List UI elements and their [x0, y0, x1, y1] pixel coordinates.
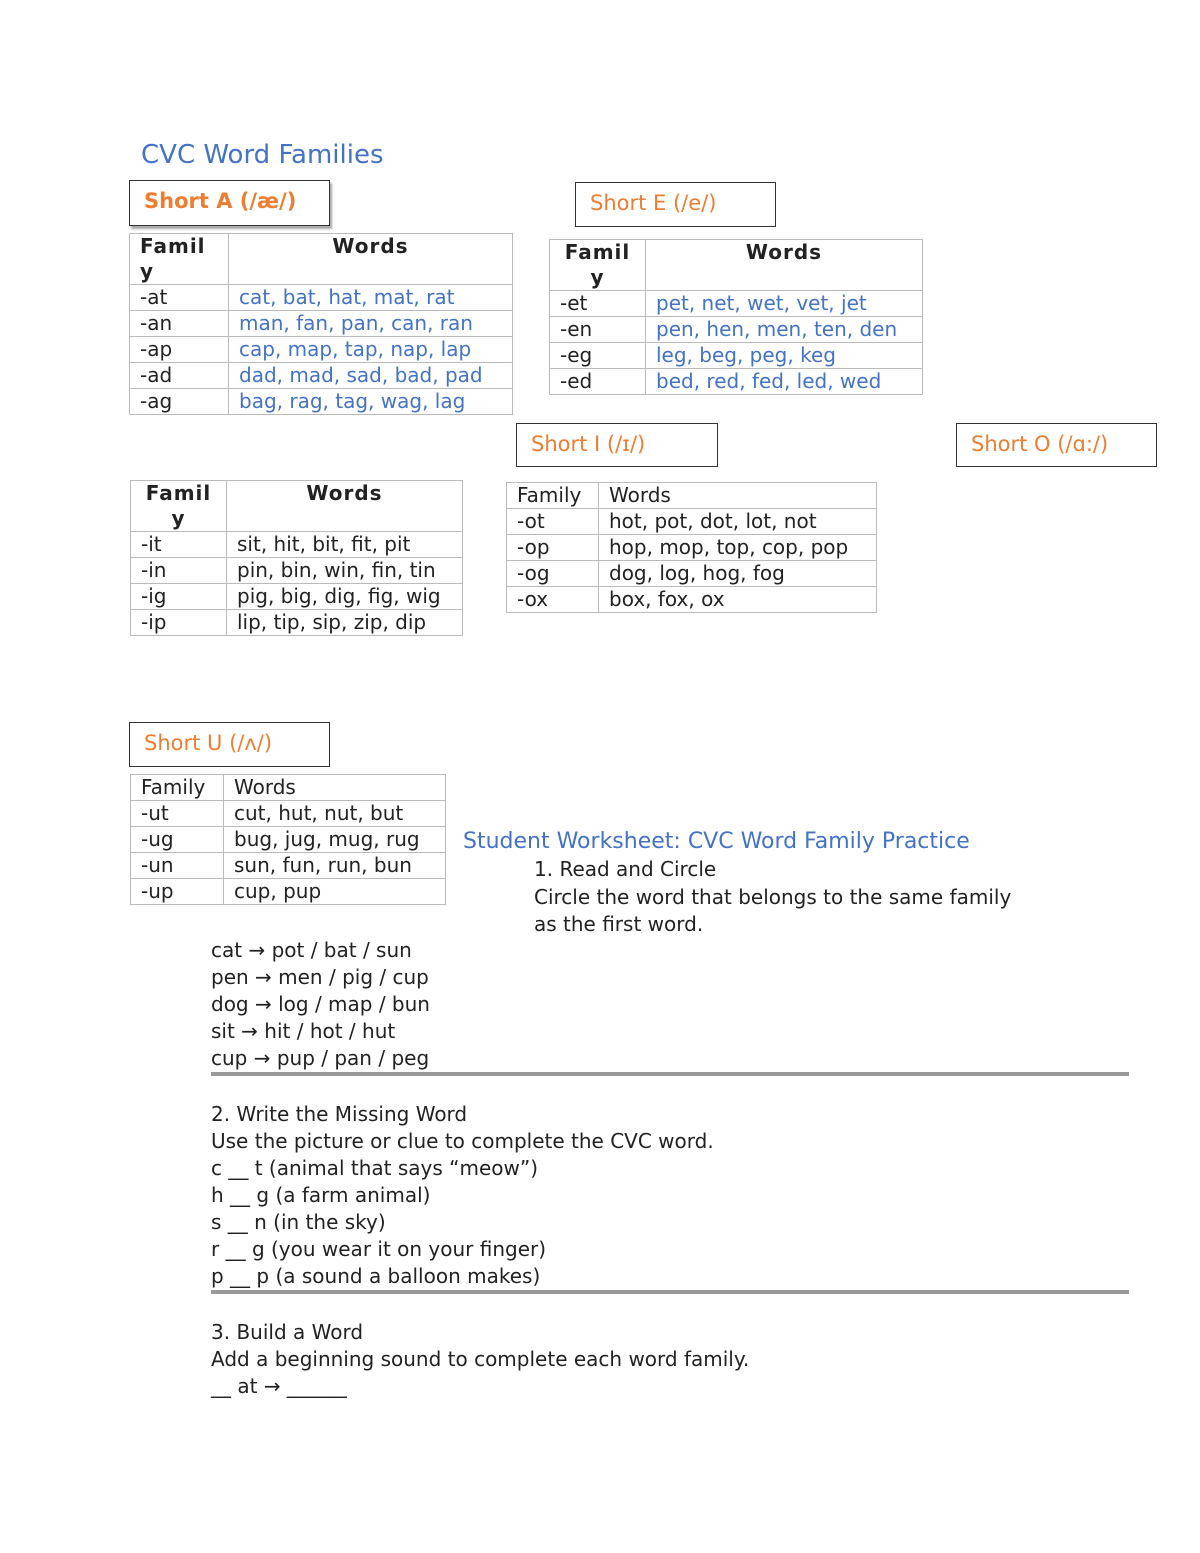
section-2 [211, 1101, 714, 1290]
words-cell: cat, bat, hat, mat, rat [229, 285, 513, 311]
list-item: r __ g (you wear it on your finger) [211, 1237, 547, 1261]
list-item: dog → log / map / bun [211, 992, 430, 1016]
table-row [131, 558, 463, 584]
table-body [550, 291, 923, 395]
table-row [550, 343, 923, 369]
page-title: CVC Word Families [141, 140, 384, 170]
family-cell: -eg [550, 343, 646, 369]
col-family-header: Famil y [130, 234, 229, 285]
section-3-instructions: Add a beginning sound to complete each word family. [211, 1347, 750, 1371]
list-item: cat → pot / bat / sun [211, 938, 412, 962]
list-item: cup → pup / pan / peg [211, 1046, 430, 1070]
table-row [131, 532, 463, 558]
family-cell: -ox [507, 587, 599, 613]
family-cell: -og [507, 561, 599, 587]
table-row [130, 337, 513, 363]
family-cell: -ad [130, 363, 229, 389]
words-cell: bug, jug, mug, rug [224, 827, 446, 853]
col-words-header: Words [599, 483, 877, 509]
words-cell: sit, hit, bit, fit, pit [227, 532, 463, 558]
col-family-header: Family [131, 775, 224, 801]
family-cell: -ag [130, 389, 229, 415]
words-cell: lip, tip, sip, zip, dip [227, 610, 463, 636]
family-cell: -ig [131, 584, 227, 610]
table-row [507, 587, 877, 613]
words-cell: box, fox, ox [599, 587, 877, 613]
family-cell: -ap [130, 337, 229, 363]
table-body [130, 285, 513, 415]
words-cell: sun, fun, run, bun [224, 853, 446, 879]
table-row [507, 561, 877, 587]
heading-short-u: Short U (/ʌ/) [129, 722, 330, 767]
words-cell: pen, hen, men, ten, den [646, 317, 923, 343]
list-item: c __ t (animal that says “meow”) [211, 1156, 539, 1180]
table-row [550, 291, 923, 317]
table-body [131, 801, 446, 905]
table-row [131, 610, 463, 636]
family-cell: -up [131, 879, 224, 905]
heading-short-a: Short A (/æ/) [129, 180, 330, 226]
list-item: sit → hit / hot / hut [211, 1019, 396, 1043]
family-cell: -an [130, 311, 229, 337]
col-family-header: Family [507, 483, 599, 509]
family-cell: -ot [507, 509, 599, 535]
col-words-header: Words [229, 234, 513, 285]
family-cell: -ug [131, 827, 224, 853]
col-family-header: Famil y [131, 481, 227, 532]
family-cell: -in [131, 558, 227, 584]
table-row [130, 285, 513, 311]
section-3 [211, 1319, 749, 1400]
section-1-instructions-cont: as the first word. [534, 912, 704, 936]
table-short-e [549, 239, 923, 395]
table-row [550, 369, 923, 395]
heading-short-i: Short I (/ɪ/) [516, 423, 718, 467]
list-item: h __ g (a farm animal) [211, 1183, 431, 1207]
table-row [131, 584, 463, 610]
col-words-header: Words [646, 240, 923, 291]
words-cell: pig, big, dig, fig, wig [227, 584, 463, 610]
list-item: __ at → ______ [211, 1374, 347, 1398]
family-cell: -un [131, 853, 224, 879]
worksheet-title: Student Worksheet: CVC Word Family Practice [463, 829, 970, 854]
table-row [507, 535, 877, 561]
family-cell: -ip [131, 610, 227, 636]
section-2-instructions: Use the picture or clue to complete the CVC word. [211, 1129, 714, 1153]
words-cell: bed, red, fed, led, wed [646, 369, 923, 395]
list-item: p __ p (a sound a balloon makes) [211, 1264, 541, 1288]
words-cell: leg, beg, peg, keg [646, 343, 923, 369]
col-words-header: Words [227, 481, 463, 532]
list-item: s __ n (in the sky) [211, 1210, 386, 1234]
table-short-a [129, 233, 513, 415]
section-1-items [211, 937, 430, 1072]
table-row [507, 509, 877, 535]
family-cell: -ut [131, 801, 224, 827]
family-cell: -op [507, 535, 599, 561]
list-item: pen → men / pig / cup [211, 965, 429, 989]
table-row [131, 879, 446, 905]
col-words-header: Words [224, 775, 446, 801]
table-row [131, 827, 446, 853]
words-cell: cap, map, tap, nap, lap [229, 337, 513, 363]
col-family-header: Famil y [550, 240, 646, 291]
family-cell: -ed [550, 369, 646, 395]
table-short-u [130, 774, 446, 905]
divider [211, 1290, 1129, 1294]
section-3-heading: 3. Build a Word [211, 1320, 364, 1344]
table-row [550, 317, 923, 343]
section-1-instructions: Circle the word that belongs to the same family [534, 885, 1012, 909]
words-cell: cup, pup [224, 879, 446, 905]
table-body [507, 509, 877, 613]
section-1-heading: 1. Read and Circle [534, 857, 717, 881]
family-cell: -it [131, 532, 227, 558]
table-short-o [506, 482, 877, 613]
table-short-i [130, 480, 463, 636]
table-body [131, 532, 463, 636]
heading-short-o: Short O (/ɑ:/) [956, 423, 1157, 467]
section-1-intro [534, 856, 1011, 938]
family-cell: -et [550, 291, 646, 317]
words-cell: man, fan, pan, can, ran [229, 311, 513, 337]
words-cell: hot, pot, dot, lot, not [599, 509, 877, 535]
divider [211, 1072, 1129, 1076]
words-cell: hop, mop, top, cop, pop [599, 535, 877, 561]
table-row [131, 801, 446, 827]
table-row [130, 311, 513, 337]
words-cell: pet, net, wet, vet, jet [646, 291, 923, 317]
table-row [130, 363, 513, 389]
table-row [131, 853, 446, 879]
table-row [130, 389, 513, 415]
words-cell: cut, hut, nut, but [224, 801, 446, 827]
words-cell: dog, log, hog, fog [599, 561, 877, 587]
heading-short-e: Short E (/e/) [575, 182, 776, 227]
words-cell: bag, rag, tag, wag, lag [229, 389, 513, 415]
family-cell: -at [130, 285, 229, 311]
words-cell: dad, mad, sad, bad, pad [229, 363, 513, 389]
family-cell: -en [550, 317, 646, 343]
words-cell: pin, bin, win, fin, tin [227, 558, 463, 584]
section-2-heading: 2. Write the Missing Word [211, 1102, 468, 1126]
